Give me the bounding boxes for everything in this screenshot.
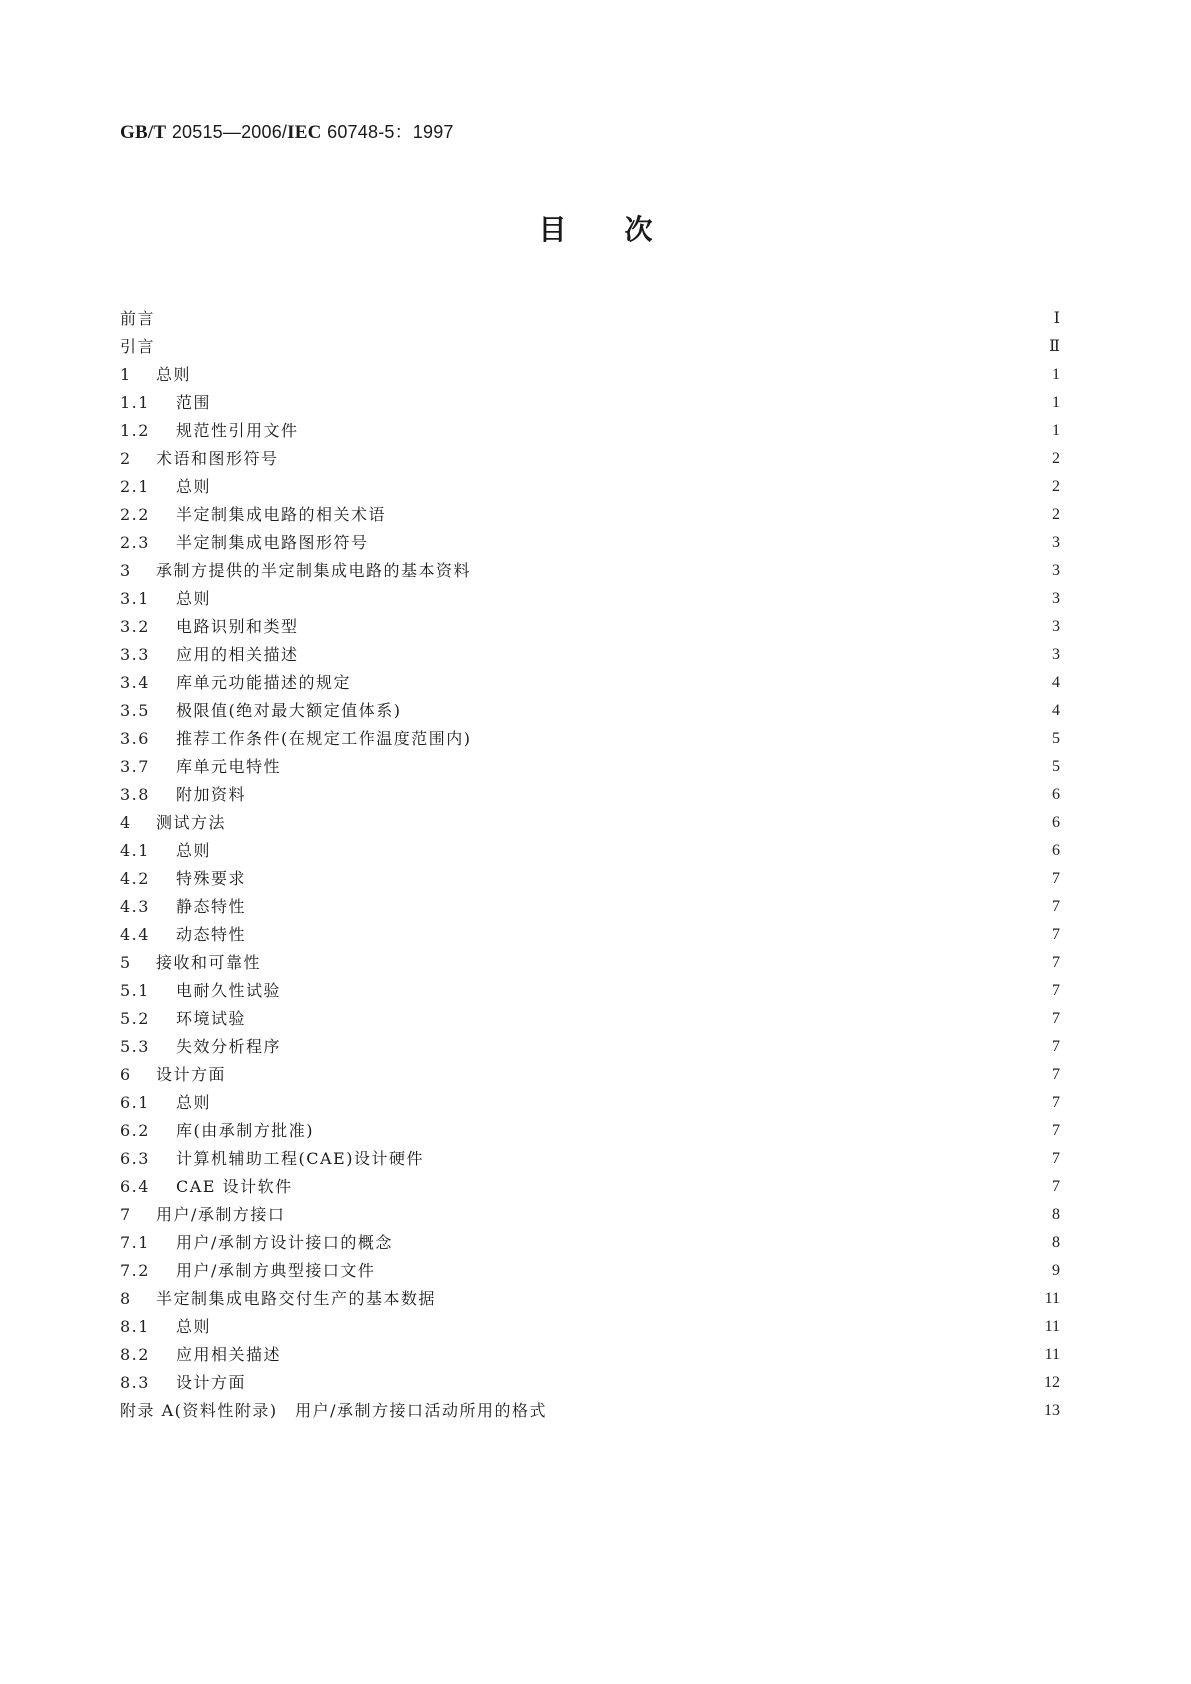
- toc-entry[interactable]: [120, 781, 1060, 809]
- toc-entry-label: 总则: [176, 1317, 212, 1336]
- toc-entry-page-number: 6: [1052, 814, 1060, 831]
- toc-entry-label: 接收和可靠性: [156, 953, 262, 972]
- toc-entry-number: 8.1: [120, 1317, 150, 1336]
- toc-entry-page-number: 7: [1052, 1122, 1060, 1139]
- toc-entry-number: 6.2: [120, 1121, 150, 1140]
- toc-entry-page-number: 8: [1052, 1234, 1060, 1251]
- dot-leader: [256, 865, 1026, 893]
- toc-entry-label: 极限值(绝对最大额定值体系): [176, 701, 402, 720]
- dot-leader: [377, 1257, 1026, 1285]
- toc-entry-page-number: 1: [1052, 394, 1060, 411]
- toc-entry-page-number: 12: [1044, 1374, 1060, 1391]
- dot-leader: [271, 949, 1026, 977]
- toc-entry[interactable]: [120, 1341, 1060, 1369]
- toc-entry[interactable]: [120, 977, 1060, 1005]
- dot-leader: [395, 1229, 1026, 1257]
- dot-leader: [248, 1369, 1026, 1397]
- dot-leader: [396, 501, 1026, 529]
- dot-leader: [482, 725, 1027, 753]
- toc-entry-number: 4.3: [120, 897, 150, 916]
- toc-entry-label: 前言: [120, 309, 156, 328]
- toc-entry-label: 附加资料: [176, 785, 247, 804]
- toc-entry-label: 半定制集成电路交付生产的基本数据: [156, 1289, 437, 1308]
- toc-entry-page-number: 2: [1052, 478, 1060, 495]
- toc-entry-page-number: 11: [1044, 1290, 1060, 1307]
- toc-entry[interactable]: [120, 1229, 1060, 1257]
- toc-entry[interactable]: [120, 305, 1060, 333]
- dot-leader: [221, 1089, 1026, 1117]
- toc-entry[interactable]: [120, 1397, 1060, 1425]
- toc-entry[interactable]: [120, 837, 1060, 865]
- toc-entry-label: 用户/承制方设计接口的概念: [176, 1233, 393, 1252]
- toc-entry-page-number: 11: [1044, 1346, 1060, 1363]
- toc-entry-number: 3.6: [120, 729, 150, 748]
- toc-entry[interactable]: [120, 1313, 1060, 1341]
- dot-leader: [438, 1285, 1026, 1313]
- page-title: 目次: [538, 213, 711, 246]
- toc-entry-page-number: 8: [1052, 1206, 1060, 1223]
- toc-entry-page-number: 7: [1052, 1010, 1060, 1027]
- toc-entry[interactable]: [120, 697, 1060, 725]
- toc-entry-number: 4.2: [120, 869, 150, 888]
- dot-leader: [236, 1061, 1026, 1089]
- toc-entry-number: 2: [120, 449, 132, 468]
- toc-entry[interactable]: [120, 921, 1060, 949]
- toc-entry-number: 3.3: [120, 645, 150, 664]
- toc-entry-label: 设计方面: [176, 1373, 247, 1392]
- toc-entry-number: 3.5: [120, 701, 150, 720]
- dot-leader: [379, 529, 1026, 557]
- dot-leader: [309, 613, 1026, 641]
- dot-leader: [557, 1397, 1026, 1425]
- dot-leader: [165, 333, 1026, 361]
- toc-entry-number: 5.2: [120, 1009, 150, 1028]
- toc-entry-label: 推荐工作条件(在规定工作温度范围内): [176, 729, 472, 748]
- toc-entry-number: 6.4: [120, 1177, 150, 1196]
- toc-entry-number: 1.1: [120, 393, 150, 412]
- toc-entry-page-number: 4: [1052, 674, 1060, 691]
- toc-entry-label: 总则: [176, 1093, 212, 1112]
- dot-leader: [324, 1117, 1026, 1145]
- toc-entry[interactable]: [120, 1117, 1060, 1145]
- dot-leader: [221, 585, 1026, 613]
- toc-entry-number: 6: [120, 1065, 132, 1084]
- toc-entry-page-number: 3: [1052, 646, 1060, 663]
- toc-entry-number: 3: [120, 561, 132, 580]
- toc-entry-number: 3.1: [120, 589, 150, 608]
- toc-entry-label: 附录 A(资料性附录) 用户/承制方接口活动所用的格式: [120, 1401, 548, 1420]
- toc-entry-number: 5.3: [120, 1037, 150, 1056]
- toc-entry-page-number: 7: [1052, 1066, 1060, 1083]
- toc-entry-label: 用户/承制方典型接口文件: [176, 1261, 376, 1280]
- toc-entry-number: 4.1: [120, 841, 150, 860]
- toc-entry[interactable]: [120, 1285, 1060, 1313]
- toc-entry-label: 测试方法: [156, 813, 227, 832]
- dot-leader: [221, 837, 1026, 865]
- toc-entry-number: 2.2: [120, 505, 150, 524]
- toc-entry-page-number: 7: [1052, 982, 1060, 999]
- iec-number: 60748-5：1997: [327, 122, 454, 142]
- dot-leader: [283, 1341, 1026, 1369]
- toc-entry[interactable]: [120, 473, 1060, 501]
- toc-entry-number: 2.3: [120, 533, 150, 552]
- toc-entry-number: 8.2: [120, 1345, 150, 1364]
- dot-leader: [256, 1005, 1026, 1033]
- toc-entry-page-number: 9: [1052, 1262, 1060, 1279]
- toc-entry[interactable]: [120, 389, 1060, 417]
- toc-entry-number: 5: [120, 953, 132, 972]
- toc-entry-page-number: 7: [1052, 1038, 1060, 1055]
- toc-entry-page-number: 1: [1052, 422, 1060, 439]
- toc-entry-page-number: 5: [1052, 730, 1060, 747]
- standard-number-header: [120, 118, 454, 144]
- toc-entry[interactable]: [120, 529, 1060, 557]
- toc-entry-number: 4.4: [120, 925, 150, 944]
- toc-entry-page-number: 7: [1052, 898, 1060, 915]
- toc-entry-label: 总则: [176, 841, 212, 860]
- toc-entry[interactable]: [120, 333, 1060, 361]
- toc-entry[interactable]: [120, 445, 1060, 473]
- toc-entry-page-number: 7: [1052, 926, 1060, 943]
- toc-entry[interactable]: [120, 1033, 1060, 1061]
- toc-entry[interactable]: [120, 1145, 1060, 1173]
- toc-entry[interactable]: [120, 1173, 1060, 1201]
- toc-entry-page-number: 3: [1052, 562, 1060, 579]
- toc-entry-number: 3.2: [120, 617, 150, 636]
- toc-entry-label: 计算机辅助工程(CAE)设计硬件: [176, 1149, 424, 1168]
- toc-entry-page-number: 3: [1052, 618, 1060, 635]
- dot-leader: [236, 809, 1026, 837]
- toc-entry-page-number: 2: [1052, 506, 1060, 523]
- toc-entry-label: 规范性引用文件: [176, 421, 299, 440]
- toc-entry-page-number: 13: [1044, 1402, 1060, 1419]
- toc-entry[interactable]: [120, 949, 1060, 977]
- toc-entry[interactable]: [120, 1257, 1060, 1285]
- toc-entry-number: 6.1: [120, 1093, 150, 1112]
- toc-entry-label: 库(由承制方批准): [176, 1121, 314, 1140]
- toc-entry-label: 术语和图形符号: [156, 449, 279, 468]
- toc-entry-label: 总则: [176, 477, 212, 496]
- dot-leader: [481, 557, 1026, 585]
- toc-entry[interactable]: [120, 1089, 1060, 1117]
- toc-entry-page-number: 1: [1052, 366, 1060, 383]
- toc-entry-page-number: Ⅰ: [1053, 310, 1060, 327]
- toc-entry-number: 1: [120, 365, 132, 384]
- toc-entry-page-number: 3: [1052, 534, 1060, 551]
- toc-entry-label: 半定制集成电路图形符号: [176, 533, 369, 552]
- toc-entry-label: 应用相关描述: [176, 1345, 282, 1364]
- toc-entry-label: 特殊要求: [176, 869, 247, 888]
- toc-entry-page-number: 7: [1052, 1094, 1060, 1111]
- toc-entry-label: 引言: [120, 337, 156, 356]
- dot-leader: [213, 1313, 1026, 1341]
- toc-entry-number: 1.2: [120, 421, 150, 440]
- dot-leader: [221, 389, 1026, 417]
- toc-entry-label: 库单元电特性: [176, 757, 282, 776]
- toc-entry-label: CAE 设计软件: [176, 1177, 293, 1196]
- dot-leader: [289, 445, 1026, 473]
- toc-entry[interactable]: [120, 753, 1060, 781]
- toc-entry-label: 动态特性: [176, 925, 247, 944]
- dot-leader: [201, 361, 1026, 389]
- dot-leader: [221, 473, 1026, 501]
- toc-entry-page-number: 4: [1052, 702, 1060, 719]
- dot-leader: [309, 641, 1026, 669]
- toc-entry-number: 7: [120, 1205, 132, 1224]
- toc-entry[interactable]: [120, 1201, 1060, 1229]
- toc-entry[interactable]: [120, 809, 1060, 837]
- toc-entry-number: 3.7: [120, 757, 150, 776]
- standard-prefix: GB/T: [120, 122, 167, 143]
- toc-entry[interactable]: [120, 557, 1060, 585]
- toc-entry-number: 8.3: [120, 1373, 150, 1392]
- toc-entry-number: 5.1: [120, 981, 150, 1000]
- dot-leader: [287, 1201, 1026, 1229]
- toc-entry-label: 环境试验: [176, 1009, 247, 1028]
- toc-entry[interactable]: [120, 893, 1060, 921]
- dot-leader: [256, 781, 1026, 809]
- dot-leader: [434, 1145, 1026, 1173]
- standard-number: 20515—2006/: [171, 122, 288, 142]
- toc-entry-page-number: 7: [1052, 870, 1060, 887]
- dot-leader: [291, 1033, 1026, 1061]
- table-of-contents: [120, 305, 1060, 1425]
- toc-entry-label: 范围: [176, 393, 212, 412]
- dot-leader: [291, 753, 1026, 781]
- toc-entry-number: 3.4: [120, 673, 150, 692]
- toc-entry-page-number: 2: [1052, 450, 1060, 467]
- toc-entry-label: 电耐久性试验: [176, 981, 282, 1000]
- dot-leader: [291, 977, 1026, 1005]
- toc-entry-page-number: 5: [1052, 758, 1060, 775]
- toc-entry-label: 总则: [176, 589, 212, 608]
- toc-entry[interactable]: [120, 865, 1060, 893]
- dot-leader: [412, 697, 1027, 725]
- toc-entry-label: 库单元功能描述的规定: [176, 673, 352, 692]
- toc-entry[interactable]: [120, 585, 1060, 613]
- toc-entry-label: 设计方面: [156, 1065, 227, 1084]
- dot-leader: [295, 1173, 1026, 1201]
- toc-entry-label: 用户/承制方接口: [156, 1205, 286, 1224]
- toc-entry-number: 8: [120, 1289, 132, 1308]
- dot-leader: [256, 921, 1026, 949]
- toc-entry[interactable]: [120, 417, 1060, 445]
- toc-entry-number: 7.1: [120, 1233, 150, 1252]
- dot-leader: [165, 305, 1026, 333]
- toc-entry-number: 6.3: [120, 1149, 150, 1168]
- toc-entry-label: 电路识别和类型: [176, 617, 299, 636]
- toc-entry[interactable]: [120, 501, 1060, 529]
- toc-entry-page-number: 6: [1052, 786, 1060, 803]
- toc-entry-label: 失效分析程序: [176, 1037, 282, 1056]
- toc-entry-label: 承制方提供的半定制集成电路的基本资料: [156, 561, 472, 580]
- toc-entry-label: 半定制集成电路的相关术语: [176, 505, 387, 524]
- dot-leader: [361, 669, 1026, 697]
- toc-entry-page-number: 7: [1052, 954, 1060, 971]
- toc-entry[interactable]: [120, 725, 1060, 753]
- toc-entry[interactable]: [120, 641, 1060, 669]
- toc-entry-number: 7.2: [120, 1261, 150, 1280]
- toc-entry-page-number: 11: [1044, 1318, 1060, 1335]
- toc-entry[interactable]: [120, 1005, 1060, 1033]
- toc-entry-number: 3.8: [120, 785, 150, 804]
- toc-entry[interactable]: [120, 1061, 1060, 1089]
- dot-leader: [256, 893, 1026, 921]
- toc-entry-page-number: 7: [1052, 1178, 1060, 1195]
- iec-prefix: IEC: [287, 122, 322, 143]
- toc-entry-page-number: 7: [1052, 1150, 1060, 1167]
- dot-leader: [309, 417, 1026, 445]
- toc-entry-page-number: 6: [1052, 842, 1060, 859]
- toc-entry-number: 4: [120, 813, 132, 832]
- toc-entry-page-number: 3: [1052, 590, 1060, 607]
- toc-entry[interactable]: [120, 1369, 1060, 1397]
- toc-entry-label: 应用的相关描述: [176, 645, 299, 664]
- toc-entry-page-number: Ⅱ: [1049, 338, 1060, 355]
- toc-entry-label: 总则: [156, 365, 192, 384]
- toc-entry[interactable]: [120, 669, 1060, 697]
- toc-entry-label: 静态特性: [176, 897, 247, 916]
- toc-entry[interactable]: [120, 613, 1060, 641]
- toc-entry[interactable]: [120, 361, 1060, 389]
- toc-entry-number: 2.1: [120, 477, 150, 496]
